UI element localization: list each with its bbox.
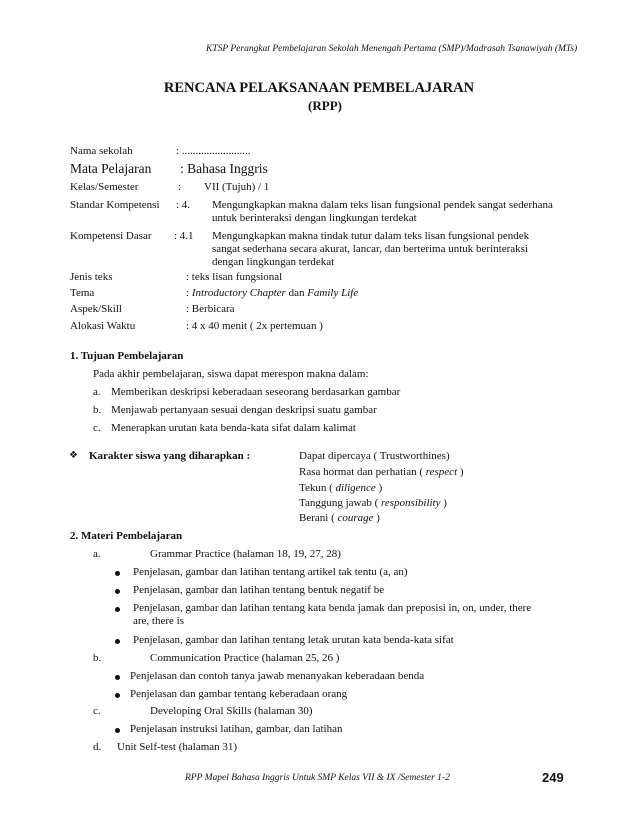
karakter-end: ) bbox=[373, 512, 380, 524]
materi-a-bullet-2: Penjelasan, gambar dan latihan tentang bentuk negatif be bbox=[133, 584, 385, 596]
bullet-icon bbox=[115, 675, 120, 680]
mata-pelajaran-label: Mata Pelajaran bbox=[70, 161, 152, 176]
bullet-icon bbox=[115, 693, 120, 698]
karakter-item bbox=[299, 482, 382, 494]
kompetensi-text-1: Mengungkapkan makna tindak tutur dalam teks lisan fungsional pendek bbox=[212, 230, 530, 242]
materi-b-bullet-1: Penjelasan dan contoh tanya jawab menanyakan keberadaan benda bbox=[130, 670, 425, 682]
karakter-end: ) bbox=[440, 497, 447, 509]
tujuan-intro: Pada akhir pembelajaran, siswa dapat merespon makna dalam: bbox=[93, 368, 369, 380]
materi-a-bullet-1: Penjelasan, gambar dan latihan tentang artikel tak tentu (a, an) bbox=[133, 566, 408, 578]
nama-sekolah-value: : ......................... bbox=[176, 145, 251, 157]
running-header: KTSP Perangkat Pembelajaran Sekolah Menengah Pertama (SMP)/Madrasah Tsanawiyah (MTs) bbox=[206, 44, 578, 54]
bullet-icon bbox=[115, 589, 120, 594]
materi-b-bullet-2: Penjelasan dan gambar tentang keberadaan orang bbox=[130, 688, 348, 700]
materi-heading: 2. Materi Pembelajaran bbox=[70, 530, 183, 542]
page-footer: RPP Mapel Bahasa Inggris Untuk SMP Kelas VII & IX /Semester 1-2 bbox=[185, 773, 450, 783]
materi-letter-b: b. bbox=[93, 652, 102, 664]
karakter-item bbox=[299, 466, 464, 478]
karakter-text: Berani ( bbox=[299, 512, 338, 524]
page-number: 249 bbox=[542, 770, 564, 785]
tema-prefix: : bbox=[186, 287, 192, 299]
tema-label: Tema bbox=[70, 287, 95, 299]
kompetensi-label: Kompetensi Dasar bbox=[70, 230, 152, 242]
kelas-colon: : bbox=[178, 181, 182, 193]
karakter-text: Tekun ( bbox=[299, 482, 336, 494]
materi-a-bullet-3: Penjelasan, gambar dan latihan tentang kata benda jamak dan preposisi in, on, under, there bbox=[133, 602, 532, 614]
kompetensi-text-2: sangat sederhana secara akurat, lancar, dan berterima untuk berinteraksi bbox=[212, 243, 528, 255]
karakter-italic: diligence bbox=[335, 482, 376, 494]
materi-letter-d: d. bbox=[93, 741, 102, 753]
materi-a-bullet-3-cont: are, there is bbox=[133, 615, 184, 627]
karakter-italic: responsibility bbox=[381, 497, 441, 509]
aspek-value: : Berbicara bbox=[186, 303, 235, 315]
tujuan-heading: 1. Tujuan Pembelajaran bbox=[70, 350, 184, 362]
standar-number: : 4. bbox=[176, 199, 191, 211]
jenis-teks-value: : teks lisan fungsional bbox=[186, 271, 283, 283]
standar-text-2: untuk berinteraksi dengan lingkungan terdekat bbox=[212, 212, 417, 224]
karakter-text: Tanggung jawab ( bbox=[299, 497, 382, 509]
nama-sekolah-label: Nama sekolah bbox=[70, 145, 133, 157]
materi-title-b: Communication Practice (halaman 25, 26 ) bbox=[150, 652, 340, 664]
bullet-icon bbox=[115, 728, 120, 733]
karakter-text: Rasa hormat dan perhatian ( bbox=[299, 466, 426, 478]
karakter-item bbox=[299, 512, 380, 524]
document-title: RENCANA PELAKSANAAN PEMBELAJARAN bbox=[163, 80, 475, 96]
jenis-teks-label: Jenis teks bbox=[70, 271, 113, 283]
karakter-heading: Karakter siswa yang diharapkan : bbox=[89, 450, 251, 462]
tujuan-letter-b: b. bbox=[93, 404, 102, 416]
karakter-end: ) bbox=[457, 466, 464, 478]
karakter-end: ) bbox=[375, 482, 383, 494]
tema-part2: Family Life bbox=[307, 287, 359, 299]
document-subtitle: (RPP) bbox=[308, 98, 342, 113]
karakter-italic: courage bbox=[337, 512, 374, 524]
tujuan-letter-c: c. bbox=[93, 422, 101, 434]
mata-pelajaran-value: : Bahasa Inggris bbox=[180, 161, 268, 176]
alokasi-value: : 4 x 40 menit ( 2x pertemuan ) bbox=[186, 320, 323, 332]
karakter-italic: respect bbox=[425, 466, 458, 478]
standar-text-1: Mengungkapkan makna dalam teks lisan fungsional pendek sangat sederhana bbox=[212, 199, 553, 211]
materi-a-bullet-4: Penjelasan, gambar dan latihan tentang letak urutan kata benda-kata sifat bbox=[133, 634, 454, 646]
tujuan-item-c: Menerapkan urutan kata benda-kata sifat dalam kalimat bbox=[111, 422, 356, 434]
diamond-bullet-icon: ❖ bbox=[69, 450, 78, 461]
materi-c-bullet-1: Penjelasan instruksi latihan, gambar, dan latihan bbox=[130, 723, 343, 735]
alokasi-label: Alokasi Waktu bbox=[70, 320, 136, 332]
bullet-icon bbox=[115, 571, 120, 576]
tujuan-item-a: Memberikan deskripsi keberadaan seseorang berdasarkan gambar bbox=[111, 386, 401, 398]
tema-mid: dan bbox=[285, 287, 308, 299]
karakter-item bbox=[299, 450, 450, 462]
standar-label: Standar Kompetensi bbox=[70, 199, 160, 211]
kelas-label: Kelas/Semester bbox=[70, 181, 139, 193]
bullet-icon bbox=[115, 607, 120, 612]
materi-title-c: Developing Oral Skills (halaman 30) bbox=[150, 705, 313, 717]
materi-letter-c: c. bbox=[93, 705, 101, 717]
tujuan-letter-a: a. bbox=[93, 386, 101, 398]
aspek-label: Aspek/Skill bbox=[70, 303, 122, 315]
tema-part1: Introductory Chapter bbox=[191, 287, 286, 299]
materi-title-d: Unit Self-test (halaman 31) bbox=[117, 741, 238, 753]
tujuan-item-b: Menjawab pertanyaan sesuai dengan deskripsi suatu gambar bbox=[111, 404, 377, 416]
tema-value bbox=[186, 287, 358, 299]
materi-letter-a: a. bbox=[93, 548, 101, 560]
karakter-item bbox=[299, 497, 447, 509]
materi-title-a: Grammar Practice (halaman 18, 19, 27, 28) bbox=[150, 548, 341, 560]
bullet-icon bbox=[115, 639, 120, 644]
kompetensi-number: : 4.1 bbox=[174, 230, 194, 242]
karakter-text: Dapat dipercaya ( Trustworthines) bbox=[299, 450, 450, 462]
kelas-value: VII (Tujuh) / 1 bbox=[204, 181, 270, 193]
kompetensi-text-3: dengan lingkungan terdekat bbox=[212, 256, 335, 268]
